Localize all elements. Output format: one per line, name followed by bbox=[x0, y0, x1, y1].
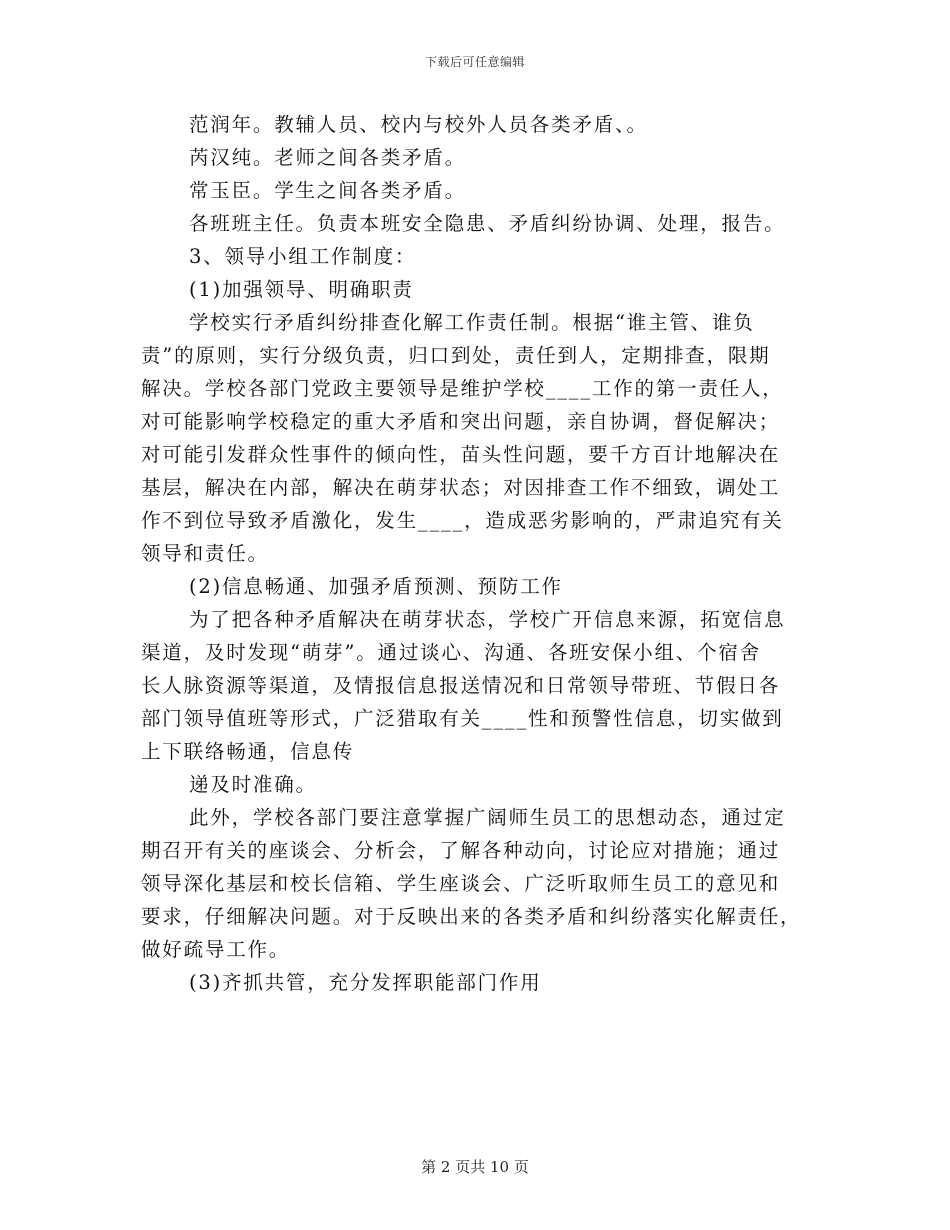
text-line: 范润年。教辅人员、校内与校外人员各类矛盾、。 bbox=[189, 113, 648, 136]
text-line: 上下联络畅通，信息传 bbox=[141, 740, 355, 763]
text-line: 3、领导小组工作制度： bbox=[189, 245, 417, 268]
document-body bbox=[141, 108, 806, 999]
text-line: 部门领导值班等形式，广泛猎取有关____性和预警性信息，切实做到 bbox=[141, 707, 784, 730]
text-line: 解决。学校各部门党政主要领导是维护学校____工作的第一责任人， bbox=[141, 377, 784, 400]
text-line: 为了把各种矛盾解决在萌芽状态，学校广开信息来源，拓宽信息 bbox=[189, 608, 786, 631]
text-line: (2)信息畅通、加强矛盾预测、预防工作 bbox=[189, 575, 563, 598]
text-line: 领导和责任。 bbox=[141, 542, 269, 565]
text-line: 芮汉纯。老师之间各类矛盾。 bbox=[189, 146, 466, 169]
text-line: 对可能影响学校稳定的重大矛盾和突出问题，亲自协调，督促解决； bbox=[141, 410, 781, 433]
text-line: 学校实行矛盾纠纷排查化解工作责任制。根据“谁主管、谁负 bbox=[189, 311, 755, 334]
text-line: 领导深化基层和校长信箱、学生座谈会、广泛听取师生员工的意见和 bbox=[141, 872, 781, 895]
text-line: 要求，仔细解决问题。对于反映出来的各类矛盾和纠纷落实化解责任， bbox=[141, 905, 802, 928]
text-line: 期召开有关的座谈会、分析会，了解各种动向，讨论应对措施；通过 bbox=[141, 839, 781, 862]
text-line: 此外，学校各部门要注意掌握广阔师生员工的思想动态，通过定 bbox=[189, 806, 786, 829]
text-line: 责”的原则，实行分级负责，归口到处，责任到人，定期排查，限期 bbox=[141, 344, 771, 367]
text-line: 做好疏导工作。 bbox=[141, 938, 291, 961]
page-footer: 第 2 页共 10 页 bbox=[421, 1158, 529, 1176]
text-line: 基层，解决在内部，解决在萌芽状态；对因排查工作不细致，调处工 bbox=[141, 476, 781, 499]
text-line: 常玉臣。学生之间各类矛盾。 bbox=[189, 179, 466, 202]
text-line: (3)齐抓共管，充分发挥职能部门作用 bbox=[189, 971, 542, 994]
text-line: 递及时准确。 bbox=[189, 773, 317, 796]
text-line: 各班班主任。负责本班安全隐患、矛盾纠纷协调、处理，报告。 bbox=[189, 212, 786, 235]
text-line: 作不到位导致矛盾激化，发生____，造成恶劣影响的，严肃追究有关 bbox=[141, 509, 784, 532]
text-line: (1)加强领导、明确职责 bbox=[189, 278, 414, 301]
text-line: 对可能引发群众性事件的倾向性，苗头性问题，要千方百计地解决在 bbox=[141, 443, 781, 466]
text-line: 渠道，及时发现“萌芽”。通过谈心、沟通、各班安保小组、个宿舍 bbox=[141, 641, 761, 664]
page-header: 下载后可任意编辑 bbox=[424, 55, 525, 69]
text-line: 长人脉资源等渠道，及情报信息报送情况和日常领导带班、节假日各 bbox=[141, 674, 781, 697]
